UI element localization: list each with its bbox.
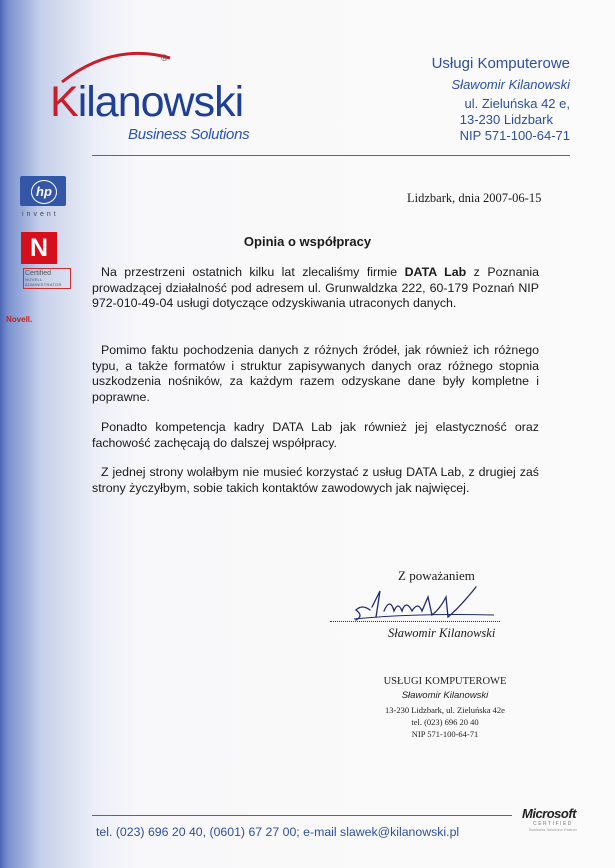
header-street: ul. Zieluńska 42 e,	[464, 96, 570, 111]
stamp-phone: tel. (023) 696 20 40	[411, 717, 479, 727]
paragraph-1	[92, 265, 539, 312]
letter-date: Lidzbark, dnia 2007-06-15	[407, 191, 542, 205]
stamp-address: 13-230 Lidzbark, ul. Zieluńska 42e	[385, 705, 505, 715]
header-city: 13-230 Lidzbark	[459, 112, 553, 127]
microsoft-logo: Microsoft	[522, 806, 576, 821]
novell-certified-badge	[23, 268, 71, 289]
handwritten-signature	[340, 585, 520, 625]
hp-logo-icon: hp	[31, 180, 57, 204]
footer-divider	[92, 815, 512, 816]
paragraph-4-text: Z jednej strony wolałbym nie musieć korzystać z usług DATA Lab, z drugiej zaś strony życzyłbym, sobie takich kontaktów zawodowych jak najwięcej.	[92, 465, 539, 495]
paragraph-2-text: Pomimo faktu pochodzenia danych z różnych źródeł, jak również ich różnego typu, a także formatów i struktur zapisywanych danych oraz różnego stopnia uszkodzenia nośników, za każdym razem odzyskane dane były kompletne i poprawne.	[92, 343, 539, 404]
closing-regards: Z poważaniem	[398, 568, 475, 583]
paragraph-3-text: Ponadto kompetencja kadry DATA Lab jak również jej elastyczność oraz fachowość zachęcają do dalszej współpracy.	[92, 420, 539, 450]
stamp-nip: NIP 571-100-64-71	[411, 729, 479, 739]
novell-logo-icon: N	[21, 232, 57, 264]
footer-contact: tel. (023) 696 20 40, (0601) 67 27 00; e-mail slawek@kilanowski.pl	[96, 825, 460, 839]
header-divider	[92, 155, 570, 156]
logo-tagline: Business Solutions	[128, 126, 250, 143]
stamp-company: USŁUGI KOMPUTEROWE	[383, 676, 507, 687]
signature-name: Sławomir Kilanowski	[388, 626, 496, 640]
letter-title: Opinia o współpracy	[243, 234, 372, 249]
header-owner: Sławomir Kilanowski	[451, 77, 570, 92]
header-nip: NIP 571-100-64-71	[459, 128, 570, 143]
paragraph-3	[92, 420, 539, 451]
paragraph-1-company: DATA Lab	[404, 265, 467, 279]
microsoft-certified-label: CERTIFIED	[533, 821, 573, 827]
logo-initial: K	[50, 78, 78, 126]
hp-invent-label: invent	[22, 211, 59, 218]
paragraph-4	[92, 465, 539, 496]
microsoft-partner-label: Business Solutions Partner	[528, 827, 578, 832]
paragraph-1-start: Na przestrzeni ostatnich kilku lat zlecaliśmy firmie	[101, 265, 405, 279]
novell-certified-sub: NOVELL ADMINISTRATOR	[25, 277, 62, 287]
signature-line	[330, 621, 500, 622]
logo-rest: ilanowski	[77, 78, 244, 126]
paragraph-2	[92, 343, 539, 405]
novell-name: Novell.	[6, 315, 33, 324]
paragraph-1-end: z Poznania prowadzącej działalność pod adresem ul. Grunwaldzka 222, 60-179 Poznań NIP 972-010-49-04 usługi dotyczące odzyskiwania utraconych danych.	[92, 265, 539, 310]
registered-mark: ®	[161, 53, 168, 63]
novell-certified-label: Certified	[25, 270, 52, 277]
logo-swoosh-icon	[58, 46, 178, 86]
header-company: Usługi Komputerowe	[431, 55, 570, 72]
stamp-owner: Sławomir Kilanowski	[401, 690, 489, 701]
